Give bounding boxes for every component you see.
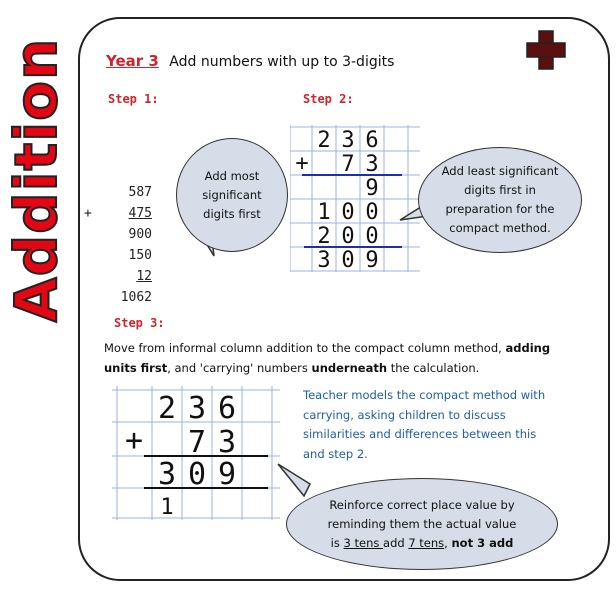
grid-digit: 7 bbox=[187, 425, 207, 460]
bubble-line: Reinforce correct place value by bbox=[329, 497, 515, 512]
bubble-line: Add most bbox=[204, 168, 260, 183]
step2-label: Step 2: bbox=[303, 92, 354, 106]
grid-digit: 3 bbox=[341, 128, 355, 153]
bubble-line: Add least significant bbox=[441, 164, 559, 178]
para-text: the calculation. bbox=[387, 361, 480, 375]
para-text: Move from informal column addition to the compact column method, bbox=[104, 341, 506, 355]
side-title: Addition bbox=[2, 37, 70, 323]
grid-digit: 2 bbox=[157, 391, 177, 426]
text: add bbox=[383, 535, 409, 550]
grid-plus: + bbox=[124, 423, 144, 458]
grid-digit: 9 bbox=[365, 176, 379, 201]
grid-digit: 0 bbox=[365, 200, 379, 225]
grid-digit: 7 bbox=[341, 152, 355, 177]
grid-digit: 0 bbox=[341, 248, 355, 273]
underlined-text: 3 tens bbox=[343, 535, 384, 550]
step1-column-sum bbox=[96, 182, 152, 308]
reinforce-bubble bbox=[286, 478, 558, 570]
sum-row: 475 bbox=[128, 206, 152, 221]
grid-digit: 3 bbox=[157, 457, 177, 492]
grid-digit: 2 bbox=[317, 128, 331, 153]
grid-digit: 6 bbox=[365, 128, 379, 153]
teacher-note: Teacher models the compact method with carrying, asking children to discuss similarities and differences between this and step 2. bbox=[303, 388, 546, 461]
bubble-line: preparation for the bbox=[445, 202, 555, 216]
grid-digit: 0 bbox=[365, 224, 379, 249]
para-bold: adding units first bbox=[104, 341, 551, 375]
bubble-line-3 bbox=[328, 534, 517, 553]
grid-digit: 9 bbox=[365, 248, 379, 273]
bubble-line: reminding them the actual value bbox=[327, 516, 517, 531]
step3-instructions bbox=[104, 338, 554, 378]
grid-digit: 3 bbox=[187, 391, 207, 426]
bold-text: not 3 add bbox=[451, 535, 514, 550]
sum-row: 1062 bbox=[120, 290, 152, 305]
sum-row: 12 bbox=[136, 269, 152, 284]
step1-bubble bbox=[176, 138, 288, 252]
step3-grid bbox=[112, 382, 282, 522]
underlined-text: 7 tens bbox=[408, 535, 445, 550]
grid-digit: 9 bbox=[217, 457, 237, 492]
bubble-line: digits first in bbox=[464, 183, 536, 197]
plus-icon bbox=[523, 27, 569, 73]
para-text: , and 'carrying' numbers bbox=[167, 361, 312, 375]
grid-digit: 0 bbox=[341, 200, 355, 225]
step1-plus-sign: + bbox=[84, 206, 92, 221]
sum-row: 150 bbox=[128, 248, 152, 263]
grid-digit: 0 bbox=[341, 224, 355, 249]
grid-digit: 6 bbox=[217, 391, 237, 426]
bubble-line: significant bbox=[202, 187, 262, 202]
title-text: Add numbers with up to 3-digits bbox=[169, 54, 395, 70]
text: , bbox=[444, 535, 452, 550]
year-label: Year 3 bbox=[106, 52, 159, 70]
para-bold: underneath bbox=[311, 361, 388, 375]
grid-digit: 3 bbox=[217, 425, 237, 460]
step2-bubble bbox=[418, 147, 582, 253]
bubble-tail bbox=[274, 462, 314, 502]
text: is bbox=[330, 535, 344, 550]
bubble-line: compact method. bbox=[449, 221, 551, 235]
sum-row: 587 bbox=[128, 185, 152, 200]
bubble-line: digits first bbox=[203, 206, 261, 221]
grid-digit: 3 bbox=[317, 248, 331, 273]
grid-digit: 0 bbox=[187, 457, 207, 492]
step1-label: Step 1: bbox=[108, 92, 159, 106]
step3-label: Step 3: bbox=[114, 316, 165, 330]
grid-plus: + bbox=[295, 151, 309, 176]
page-title bbox=[106, 52, 394, 70]
grid-digit: 3 bbox=[365, 152, 379, 177]
grid-digit: 2 bbox=[317, 224, 331, 249]
grid-digit: 1 bbox=[317, 200, 331, 225]
carry-digit: 1 bbox=[160, 495, 174, 520]
sum-row: 900 bbox=[128, 227, 152, 242]
